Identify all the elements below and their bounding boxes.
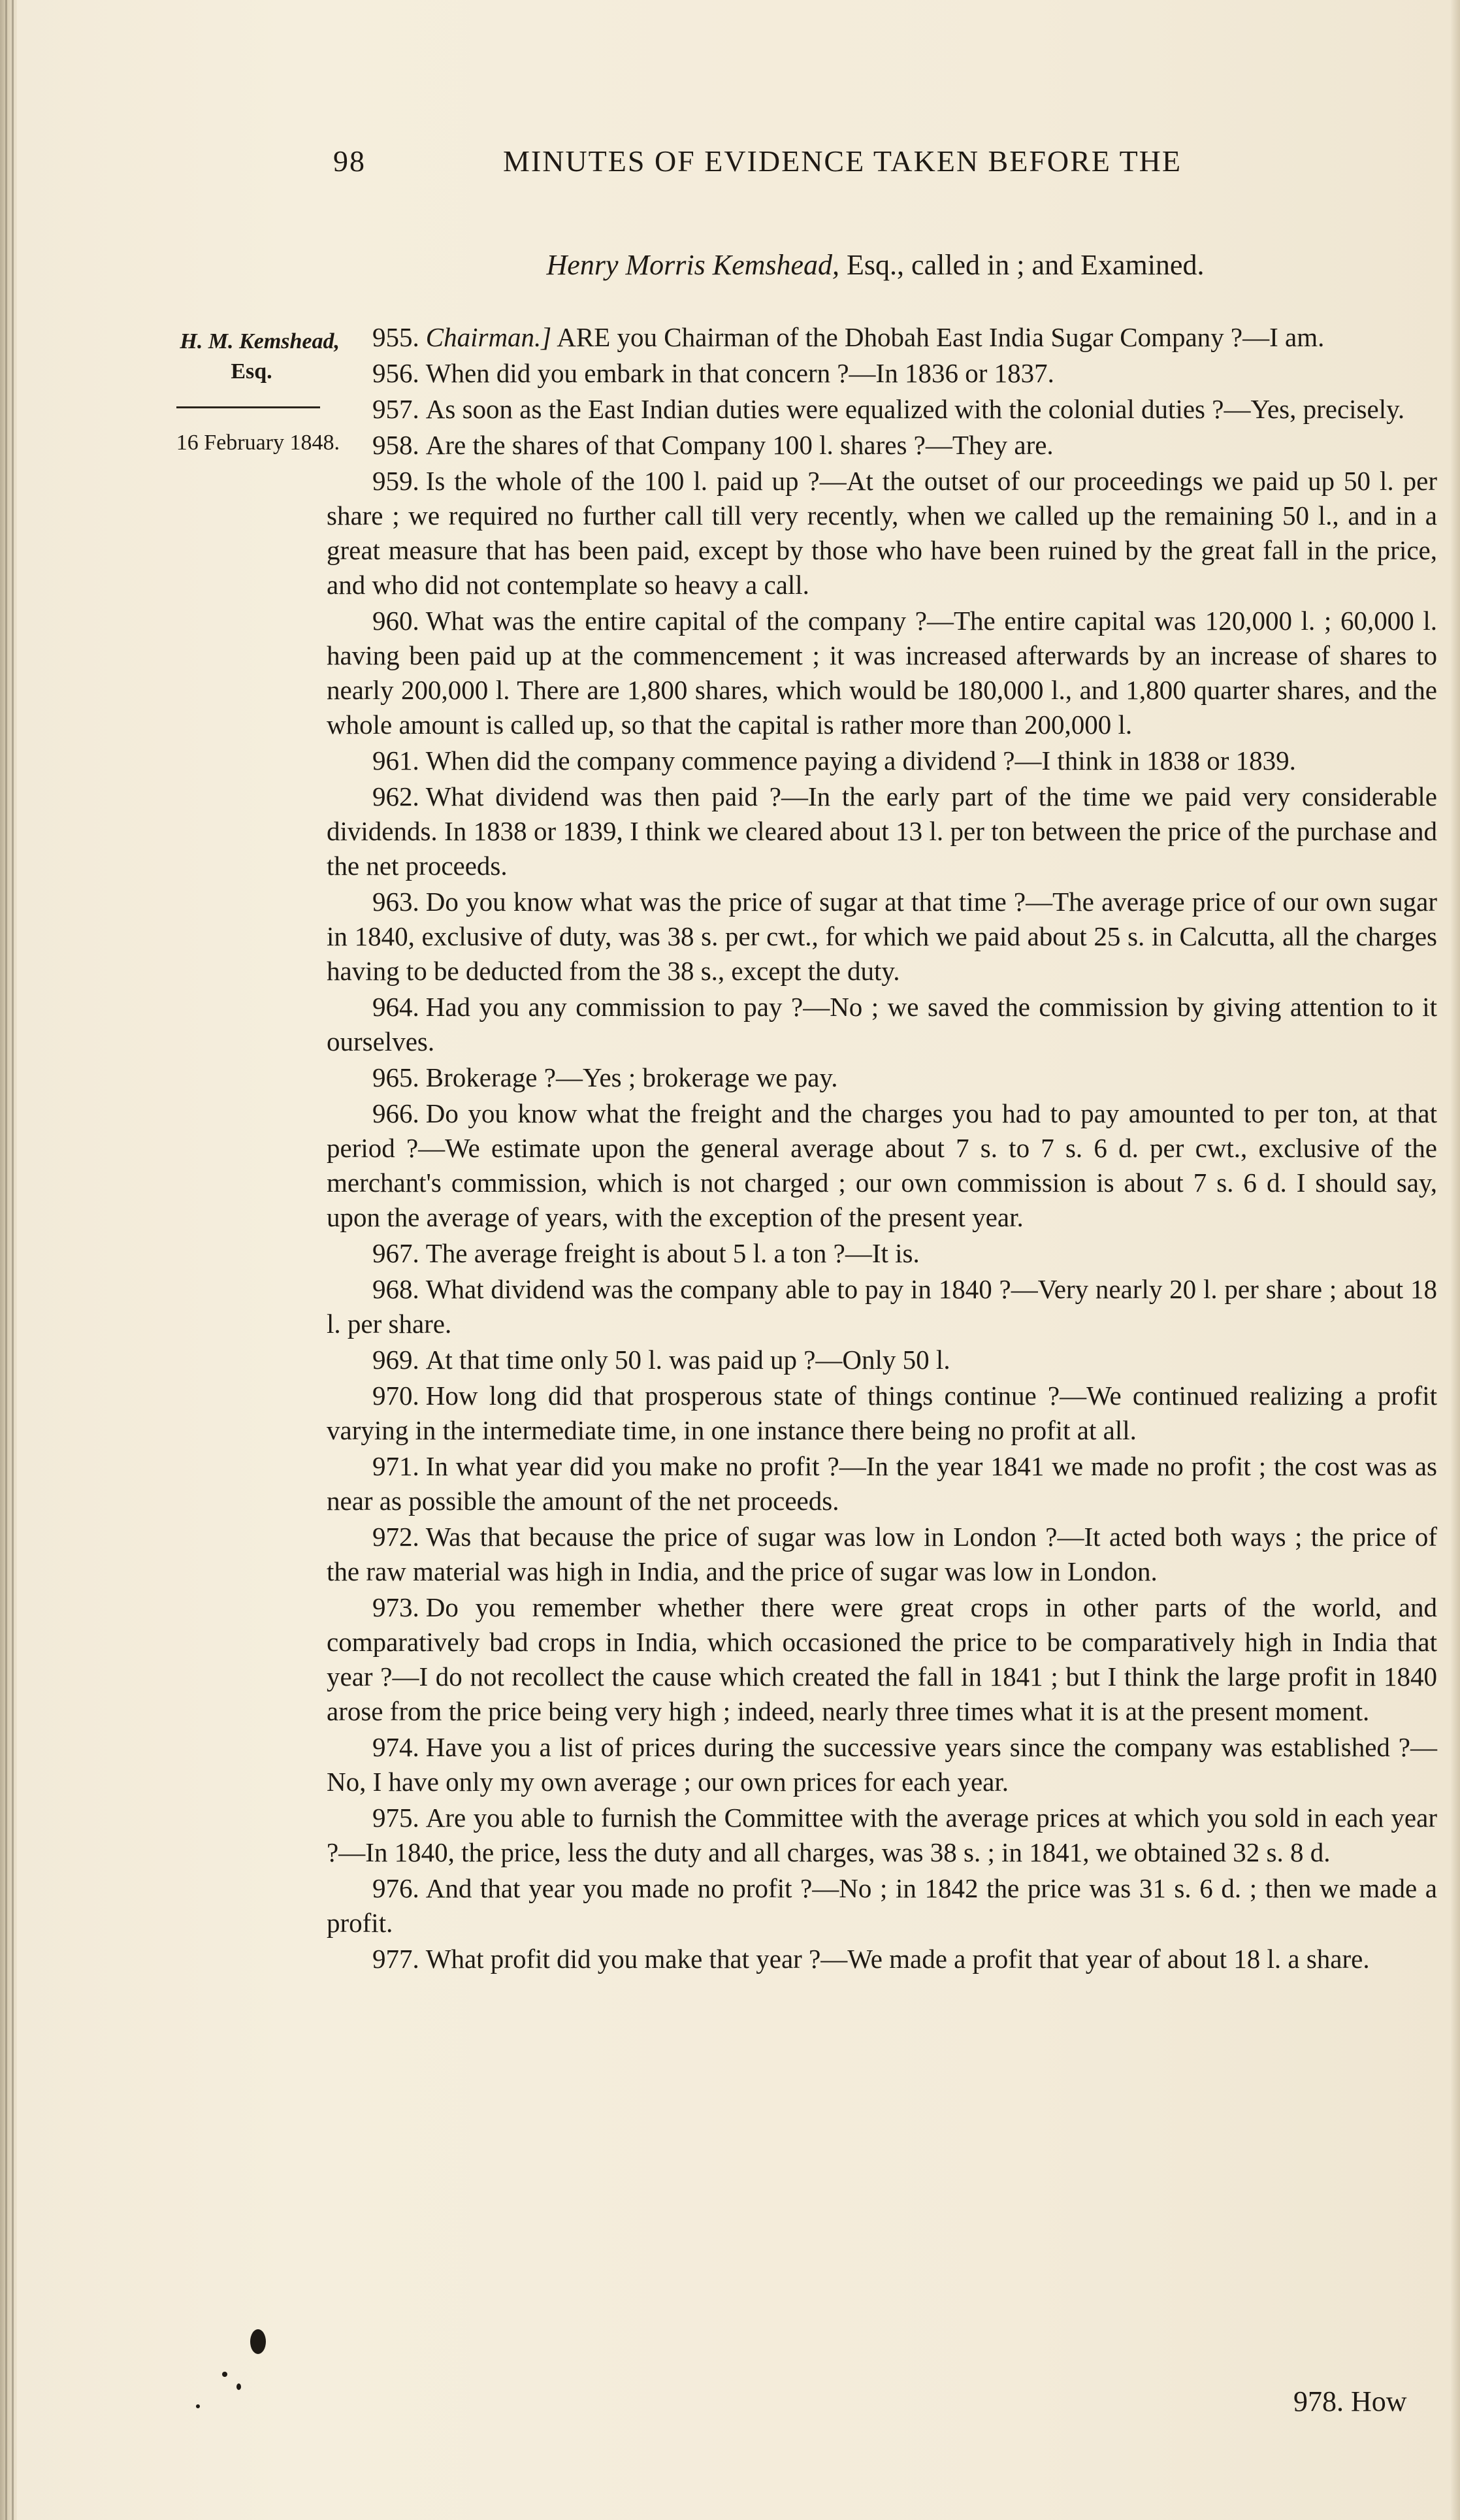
binding-rule	[5, 0, 7, 2520]
paragraph-text: And that year you made no profit ?—No ; in 1842 the price was 31 s. 6 d. ; then we made a profit.	[327, 1873, 1437, 1938]
question-number: 961.	[372, 745, 419, 776]
question-number: 956.	[372, 358, 419, 388]
margin-rule	[176, 406, 320, 408]
question-number: 963.	[372, 887, 419, 917]
question-number: 962.	[372, 781, 419, 811]
paragraph-text: What dividend was then paid ?—In the early part of the time we paid very considerable dividends. In 1838 or 1839, I think we cleared about 13 l. per ton between the price of the purchase and the net proceeds.	[327, 781, 1437, 881]
page-header	[333, 144, 1326, 189]
binding-rule	[12, 0, 14, 2520]
paragraph-text: At that time only 50 l. was paid up ?—Only 50 l.	[425, 1345, 950, 1375]
minutes-paragraph	[327, 1060, 1437, 1095]
page-edge	[1451, 0, 1460, 2520]
margin-date: 16 February 1848.	[176, 431, 340, 455]
question-number: 971.	[372, 1451, 419, 1481]
question-number: 973.	[372, 1592, 419, 1622]
minutes-paragraph	[327, 392, 1437, 427]
minutes-paragraph	[327, 428, 1437, 463]
minutes-paragraph	[327, 1590, 1437, 1729]
page-number: 98	[333, 144, 366, 178]
question-number: 975.	[372, 1803, 419, 1833]
paragraph-text: The average freight is about 5 l. a ton ?—It is.	[425, 1238, 920, 1268]
paragraph-text: Is the whole of the 100 l. paid up ?—At the outset of our proceedings we paid up 50 l. per share ; we required no further call till very recently, when we called up the remaining 50 l., and in a great measure that has been paid, except by those who have been ruined by the great fall in the price, and who did not contemplate so heavy a call.	[327, 466, 1437, 600]
paragraph-text: When did you embark in that concern ?—In 1836 or 1837.	[425, 358, 1054, 388]
witness-heading	[366, 248, 1385, 282]
paragraph-text: Do you know what the freight and the charges you had to pay amounted to per ton, at that period ?—We estimate upon the general average about 7 s. to 7 s. 6 d. per cwt., exclusive of the merchant's commission, which is not charged ; our own commission is about 7 s. 6 d. I should say, upon the average of years, with the exception of the present year.	[327, 1098, 1437, 1232]
paragraph-text: Brokerage ?—Yes ; brokerage we pay.	[425, 1062, 838, 1092]
minutes-paragraph	[327, 1096, 1437, 1235]
question-number: 977.	[372, 1944, 419, 1974]
minutes-paragraph	[327, 1730, 1437, 1799]
minutes-paragraph	[327, 1272, 1437, 1341]
margin-esq: Esq.	[231, 359, 272, 384]
margin-note	[105, 327, 340, 458]
minutes-paragraph	[327, 1236, 1437, 1271]
question-number: 958.	[372, 430, 419, 460]
question-number: 959.	[372, 466, 419, 496]
question-number: 969.	[372, 1345, 419, 1375]
minutes-paragraph	[327, 885, 1437, 989]
paragraph-text: Have you a list of prices during the successive years since the company was established ?—No, I have only my own average ; our own prices for each year.	[327, 1732, 1437, 1797]
question-number: 960.	[372, 606, 419, 636]
paragraph-text: ARE you Chairman of the Dhobah East India Sugar Company ?—I am.	[557, 322, 1325, 352]
ink-speck	[196, 2404, 200, 2408]
ink-speck	[236, 2383, 241, 2390]
minutes-paragraph	[327, 320, 1437, 355]
question-number: 974.	[372, 1732, 419, 1762]
minutes-paragraph	[327, 1449, 1437, 1518]
ink-speck	[222, 2372, 227, 2377]
minutes-paragraph	[327, 464, 1437, 602]
witness-name: Henry Morris Kemshead,	[546, 249, 840, 281]
minutes-paragraph	[327, 1871, 1437, 1940]
paragraph-text: In what year did you make no profit ?—In the year 1841 we made no profit ; the cost was as near as possible the amount of the net proceeds.	[327, 1451, 1437, 1516]
question-number: 970.	[372, 1381, 419, 1411]
minutes-paragraph	[327, 1379, 1437, 1448]
catchword: 978. How	[1293, 2385, 1407, 2417]
question-number: 968.	[372, 1274, 419, 1304]
question-number: 965.	[372, 1062, 419, 1092]
ink-blot	[250, 2329, 266, 2354]
question-number: 955.	[372, 322, 419, 352]
minutes-paragraph	[327, 1520, 1437, 1589]
paragraph-text: When did the company commence paying a dividend ?—I think in 1838 or 1839.	[425, 745, 1296, 776]
binding-edge	[0, 0, 17, 2520]
paragraph-text: What profit did you make that year ?—We made a profit that year of about 18 l. a share.	[425, 1944, 1370, 1974]
running-head: MINUTES OF EVIDENCE TAKEN BEFORE THE	[503, 144, 1182, 178]
paragraph-text: Are the shares of that Company 100 l. shares ?—They are.	[425, 430, 1054, 460]
paragraph-text: As soon as the East Indian duties were equalized with the colonial duties ?—Yes, precisely.	[425, 394, 1405, 424]
minutes-paragraph	[327, 356, 1437, 391]
paragraph-text: What dividend was the company able to pay in 1840 ?—Very nearly 20 l. per share ; about 18 l. per share.	[327, 1274, 1437, 1339]
minutes-paragraph	[327, 1942, 1437, 1976]
paragraph-text: Do you know what was the price of sugar at that time ?—The average price of our own sugar in 1840, exclusive of duty, was 38 s. per cwt., for which we paid about 25 s. in Calcutta, all the charges having to be deducted from the 38 s., except the duty.	[327, 887, 1437, 986]
question-number: 964.	[372, 992, 419, 1022]
paragraph-text: What was the entire capital of the company ?—The entire capital was 120,000 l. ; 60,000 l. having been paid up at the commencement ; it was increased afterwards by an increase of shares to nearly 200,000 l. There are 1,800 shares, which would be 180,000 l., and 1,800 quarter shares, and the whole amount is called up, so that the capital is rather more than 200,000 l.	[327, 606, 1437, 740]
paragraph-text: Had you any commission to pay ?—No ; we saved the commission by giving attention to it ourselves.	[327, 992, 1437, 1056]
minutes-paragraph	[327, 1343, 1437, 1377]
minutes-body	[327, 320, 1437, 1978]
paragraph-text: Are you able to furnish the Committee with the average prices at which you sold in each year ?—In 1840, the price, less the duty and all charges, was 38 s. ; in 1841, we obtained 32 s. 8 d.	[327, 1803, 1437, 1867]
question-number: 966.	[372, 1098, 419, 1128]
paragraph-text: How long did that prosperous state of things continue ?—We continued realizing a profit varying in the intermediate time, in one instance there being no profit at all.	[327, 1381, 1437, 1445]
speaker-label: Chairman.]	[425, 322, 552, 352]
question-number: 957.	[372, 394, 419, 424]
question-number: 972.	[372, 1522, 419, 1552]
minutes-paragraph	[327, 744, 1437, 778]
question-number: 976.	[372, 1873, 419, 1903]
minutes-paragraph	[327, 779, 1437, 883]
minutes-paragraph	[327, 604, 1437, 742]
minutes-paragraph	[327, 1801, 1437, 1870]
paragraph-text: Do you remember whether there were great crops in other parts of the world, and comparatively bad crops in India, which occasioned the price to be comparatively high in India that year ?—I do not recollect the cause which created the fall in 1841 ; but I think the large profit in 1840 arose from the price being very high ; indeed, nearly three times what it is at the present moment.	[327, 1592, 1437, 1726]
minutes-paragraph	[327, 990, 1437, 1059]
paragraph-text: Was that because the price of sugar was low in London ?—It acted both ways ; the price of the raw material was high in India, and the price of sugar was low in London.	[327, 1522, 1437, 1586]
margin-witness-name: H. M. Kemshead,	[180, 329, 340, 353]
witness-heading-rest: Esq., called in ; and Examined.	[839, 249, 1205, 281]
question-number: 967.	[372, 1238, 419, 1268]
